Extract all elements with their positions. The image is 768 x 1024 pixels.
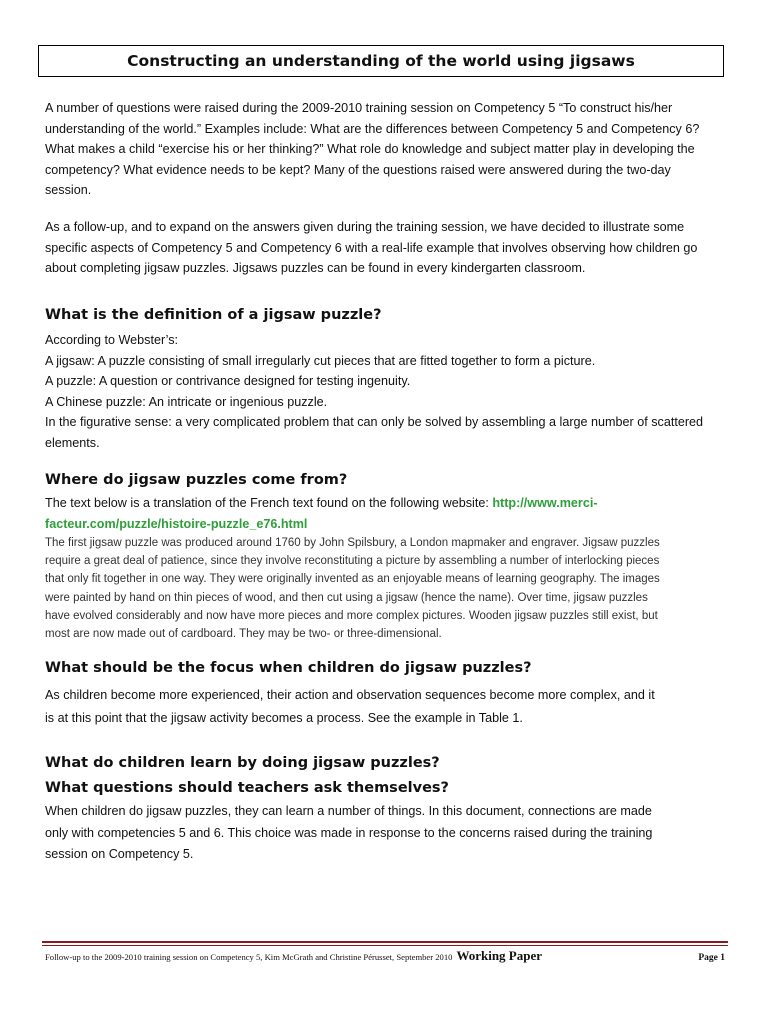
text-line: elements. bbox=[45, 435, 100, 450]
page-footer bbox=[45, 948, 725, 968]
document-title: Constructing an understanding of the world using jigsaws bbox=[127, 52, 635, 70]
source-line bbox=[45, 493, 715, 514]
text-line: have evolved considerably and now have more pieces and more complex pictures. Wooden jigsaw puzzles still exist, but bbox=[45, 609, 658, 622]
footer-text: Follow-up to the 2009-2010 training session on Competency 5, Kim McGrath and Christine Pérusset, September 2010 bbox=[45, 952, 453, 962]
text-line: When children do jigsaw puzzles, they can learn a number of things. In this document, connections are made bbox=[45, 804, 652, 818]
section-heading: What do children learn by doing jigsaw puzzles? bbox=[45, 755, 440, 771]
text-line: about completing jigsaw puzzles. Jigsaws puzzles can be found in every kindergarten classroom. bbox=[45, 261, 586, 275]
focus-section bbox=[45, 657, 715, 730]
text-line: A puzzle: A question or contrivance designed for testing ingenuity. bbox=[45, 374, 411, 388]
text-line: session on Competency 5. bbox=[45, 847, 194, 861]
text-line: A Chinese puzzle: An intricate or ingenious puzzle. bbox=[45, 394, 328, 409]
text-line: require a great deal of patience, since they involve reconstituting a picture by assembling a number of interlocking pieces bbox=[45, 555, 660, 568]
text-line: session. bbox=[45, 183, 92, 197]
intro-paragraph-2 bbox=[45, 217, 715, 279]
section-heading: What should be the focus when children do jigsaw puzzles? bbox=[45, 660, 532, 676]
source-link[interactable]: http://www.merci- bbox=[492, 496, 598, 510]
text-line: is at this point that the jigsaw activity becomes a process. See the example in Table 1. bbox=[45, 711, 523, 725]
text-line: understanding of the world.” Examples include: What are the differences between Competency 5 and Competency 6? bbox=[45, 121, 700, 136]
text-line: As a follow-up, and to expand on the answers given during the training session, we have decided to illustrate some bbox=[45, 220, 685, 234]
text-line: A jigsaw: A puzzle consisting of small irregularly cut pieces that are fitted together to form a picture. bbox=[45, 353, 596, 368]
origin-section bbox=[45, 469, 715, 643]
text-line: specific aspects of Competency 5 and Competency 6 with a real-life example that involves observing how children go bbox=[45, 240, 698, 255]
text-line: only with competencies 5 and 6. This choice was made in response to the concerns raised during the training bbox=[45, 825, 653, 840]
definition-section bbox=[45, 304, 715, 453]
source-line bbox=[45, 514, 715, 535]
footer-working-paper: Working Paper bbox=[456, 948, 543, 963]
section-heading: Where do jigsaw puzzles come from? bbox=[45, 472, 348, 488]
learn-section bbox=[45, 752, 715, 866]
source-link-continued[interactable]: facteur.com/puzzle/histoire-puzzle_e76.html bbox=[45, 516, 308, 531]
footer-rule bbox=[42, 945, 728, 946]
text-line: What makes a child “exercise his or her thinking?” What role do knowledge and subject matter play in developing the bbox=[45, 142, 695, 156]
intro-paragraph-1 bbox=[45, 98, 715, 201]
text-line: were painted by hand on thin pieces of wood, and then cut using a jigsaw (hence the name). Over time, jigsaw puzzles bbox=[45, 591, 648, 604]
text-line: most are now made out of cardboard. They may be two- or three-dimensional. bbox=[45, 628, 442, 641]
page-number: Page 1 bbox=[698, 953, 725, 963]
section-heading: What is the definition of a jigsaw puzzle? bbox=[45, 307, 382, 323]
footer-rule bbox=[42, 941, 728, 943]
text-line: The first jigsaw puzzle was produced around 1760 by John Spilsbury, a London mapmaker and engraver. Jigsaw puzzles bbox=[45, 537, 660, 549]
text-line: competency? What evidence needs to be kept? Many of the questions raised were answered during the two-day bbox=[45, 162, 671, 177]
text-line: A number of questions were raised during the 2009-2010 training session on Competency 5 “To construct his/her bbox=[45, 101, 673, 115]
text-line: In the figurative sense: a very complicated problem that can only be solved by assembling a large number of scattered bbox=[45, 415, 704, 429]
text-line: that only fit together in one way. They were originally invented as an enjoyable means of learning geography. The images bbox=[45, 573, 660, 586]
document-title-box bbox=[38, 45, 724, 77]
source-lead: The text below is a translation of the French text found on the following website: bbox=[45, 496, 493, 510]
text-line: According to Webster’s: bbox=[45, 333, 178, 347]
section-heading: What questions should teachers ask themselves? bbox=[45, 780, 449, 796]
text-line: As children become more experienced, their action and observation sequences become more complex, and it bbox=[45, 688, 655, 702]
